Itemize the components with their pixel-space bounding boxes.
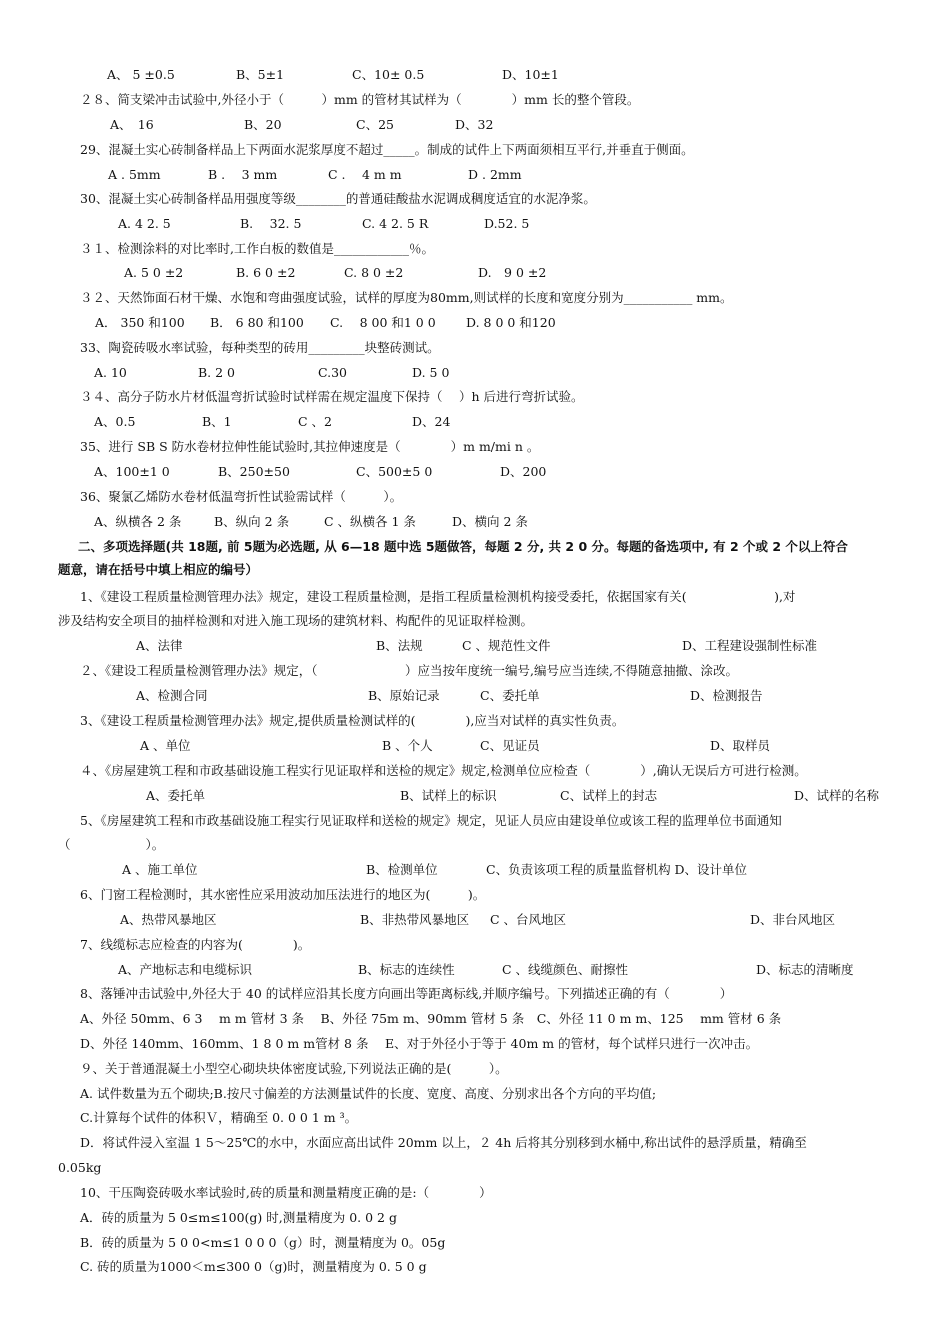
q30-option-c: C. 4 2. 5 R (362, 216, 429, 231)
q36-option-b: B、纵向 2 条 (214, 514, 290, 529)
m6-option-c: C 、台风地区 (490, 912, 567, 927)
m9-option-d-cont: 0.05kg (58, 1160, 102, 1175)
m5-question-cont: （ ）。 (58, 837, 165, 852)
m2-option-a: A、检测合同 (136, 688, 208, 703)
q35-option-b: B、250±50 (218, 464, 290, 479)
q36-option-c: C 、纵横各 1 条 (324, 514, 416, 529)
m8-question: 8、落锤冲击试验中,外径大于 40 的试样应沿其长度方向画出等距离标线,并顺序编号。下列描述正确的有（ ） (80, 986, 733, 1001)
q32-option-c: C. 8 00 和1 0 0 (330, 315, 436, 330)
m7-option-a: A、产地标志和电缆标识 (118, 962, 253, 977)
m9-option-c: C.计算每个试件的体积Ｖ，精确至 0. 0 0 1 m ³。 (80, 1110, 358, 1125)
q32-question: ３２、天然饰面石材干燥、水饱和弯曲强度试验，试样的厚度为80mm,则试样的长度和宽度分别为___________ mm。 (80, 290, 733, 305)
q34-option-a: A、0.5 (94, 414, 136, 429)
q29-option-c: C . 4 m m (328, 167, 402, 182)
q35-option-d: D、200 (500, 464, 547, 479)
m1-question: 1、《建设工程质量检测管理办法》规定，建设工程质量检测，是指工程质量检测机构接受委托，依据国家有关( ),对 (80, 589, 796, 604)
q28-option-d: D、32 (455, 117, 494, 132)
m5-option-a: A 、施工单位 (122, 862, 198, 877)
m10-option-a: A．砖的质量为 5 0≤m≤100(g) 时,测量精度为 0. 0 2 g (80, 1210, 397, 1225)
m4-question: ４、《房屋建筑工程和市政基础设施工程实行见证取样和送检的规定》规定,检测单位应检查（ ）,确认无误后方可进行检测。 (80, 763, 807, 778)
q30-option-d: D.52. 5 (484, 216, 530, 231)
q28-question: ２８、简支梁冲击试验中,外径小于（ ）mm 的管材其试样为（ ）mm 长的整个管段。 (80, 92, 640, 107)
q29-option-d: D . 2mm (468, 167, 522, 182)
m3-option-b: B 、个人 (382, 738, 433, 753)
m1-option-d: D、工程建设强制性标准 (682, 638, 818, 653)
m5-option-c: C、负责该项工程的质量监督机构 D、设计单位 (486, 862, 748, 877)
m1-option-a: A、法律 (136, 638, 183, 653)
q31-option-c: C. 8 0 ±2 (344, 265, 404, 280)
m1-option-b: B、法规 (376, 638, 423, 653)
m6-option-b: B、非热带风暴地区 (360, 912, 470, 927)
q29-option-b: B . 3 mm (208, 167, 278, 182)
q28-option-a: A、 16 (110, 117, 154, 132)
q33-option-a: A. 10 (94, 365, 127, 380)
q31-option-d: D. 9 0 ±2 (478, 265, 547, 280)
section-2-heading: 二、多项选择题(共 18题, 前 5题为必选题, 从 6—18 题中选 5题做答，每题 2 分, 共 2 0 分。每题的备选项中, 有 2 个或 2 个以上符合 (78, 539, 848, 554)
q30-question: 30、混凝土实心砖制备样品用强度等级________的普通硅酸盐水泥调成稠度适宜的水泥净浆。 (80, 191, 596, 206)
m7-option-b: B、标志的连续性 (358, 962, 455, 977)
q27-option-b: B、5±1 (236, 67, 285, 82)
m3-option-a: A 、单位 (140, 738, 191, 753)
q28-option-b: B、20 (244, 117, 282, 132)
q34-option-c: C 、2 (298, 414, 332, 429)
m6-option-a: A、热带风暴地区 (120, 912, 217, 927)
q32-option-a: A． 350 和100 (95, 315, 185, 330)
m7-question: 7、线缆标志应检查的内容为( )。 (80, 937, 311, 952)
m4-option-d: D、试样的名称 (794, 788, 880, 803)
q34-option-d: D、24 (412, 414, 451, 429)
m2-question: ２、《建设工程质量检测管理办法》规定，（ ）应当按年度统一编号,编号应当连续,不得随意抽撤、涂改。 (80, 663, 738, 678)
q36-option-a: A、纵横各 2 条 (94, 514, 182, 529)
q33-question: 33、陶瓷砖吸水率试验，每种类型的砖用_________块整砖测试。 (80, 340, 440, 355)
q27-option-d: D、10±1 (502, 67, 559, 82)
m3-option-d: D、取样员 (710, 738, 771, 753)
m9-question: ９、关于普通混凝土小型空心砌块块体密度试验,下列说法正确的是( ）。 (80, 1061, 508, 1076)
q31-question: ３１、检测涂料的对比率时,工作白板的数值是____________％。 (80, 241, 434, 256)
q29-option-a: A . 5mm (108, 167, 161, 182)
m10-question: 10、干压陶瓷砖吸水率试验时,砖的质量和测量精度正确的是:（ ） (80, 1185, 492, 1200)
q35-option-c: C、500±5 0 (356, 464, 433, 479)
q30-option-b: B. 32. 5 (240, 216, 302, 231)
m2-option-c: C、委托单 (480, 688, 540, 703)
q28-option-c: C、25 (356, 117, 394, 132)
q35-question: 35、进行 SB S 防水卷材拉伸性能试验时,其拉伸速度是（ ）m m/mi n 。 (80, 439, 540, 454)
m2-option-b: B、原始记录 (368, 688, 440, 703)
m10-option-c: C. 砖的质量为1000＜m≤300 0（g)时，测量精度为 0. 5 0 g (80, 1259, 427, 1274)
q29-question: 29、混凝土实心砖制备样品上下两面水泥浆厚度不超过_____。制成的试件上下两面须相互平行,并垂直于侧面。 (80, 142, 694, 157)
m7-option-c: C 、线缆颜色、耐擦性 (502, 962, 629, 977)
section-2-heading-cont: 题意，请在括号中填上相应的编号） (58, 562, 259, 577)
q34-question: ３４、高分子防水片材低温弯折试验时试样需在规定温度下保持（ ）h 后进行弯折试验。 (80, 389, 584, 404)
m6-option-d: D、非台风地区 (750, 912, 836, 927)
m7-option-d: D、标志的清晰度 (756, 962, 854, 977)
m5-question: 5、《房屋建筑工程和市政基础设施工程实行见证取样和送检的规定》规定，见证人员应由建设单位或该工程的监理单位书面通知 (80, 813, 782, 828)
m1-option-c: C 、规范性文件 (462, 638, 551, 653)
q31-option-b: B. 6 0 ±2 (236, 265, 296, 280)
m4-option-c: C、试样上的封志 (560, 788, 658, 803)
q33-option-b: B. 2 0 (198, 365, 236, 380)
q33-option-c: C.30 (318, 365, 347, 380)
m8-options-abc: A、外径 50mm、6 3 m m 管材 3 条 B、外径 75m m、90mm 管材 5 条 C、外径 11 0 m m、125 mm 管材 6 条 (80, 1011, 782, 1026)
m10-option-b: B．砖的质量为 5 0 0<m≤1 0 0 0（g）时，测量精度为 0。05g (80, 1235, 446, 1250)
q30-option-a: A. 4 2. 5 (118, 216, 171, 231)
q27-option-c: C、10± 0.5 (352, 67, 425, 82)
m5-option-b: B、检测单位 (366, 862, 438, 877)
q33-option-d: D. 5 0 (412, 365, 450, 380)
q32-option-d: D. 8 0 0 和120 (466, 315, 556, 330)
m4-option-a: A、委托单 (146, 788, 206, 803)
m9-option-d: D．将试件浸入室温 1 5～25℃的水中，水面应高出试件 20mm 以上，２ 4h 后将其分别移到水桶中,称出试件的悬浮质量，精确至 (80, 1135, 807, 1150)
m3-question: 3、《建设工程质量检测管理办法》规定,提供质量检测试样的( ),应当对试样的真实性负责。 (80, 713, 625, 728)
m6-question: 6、门窗工程检测时，其水密性应采用波动加压法进行的地区为( )。 (80, 887, 486, 902)
m3-option-c: C、见证员 (480, 738, 540, 753)
m9-option-ab: A. 试件数量为五个砌块;B.按尺寸偏差的方法测量试件的长度、宽度、高度、分别求出各个方向的平均值; (80, 1086, 657, 1101)
q35-option-a: A、100±1 0 (94, 464, 170, 479)
m2-option-d: D、检测报告 (690, 688, 763, 703)
q36-question: 36、聚氯乙烯防水卷材低温弯折性试验需试样（ ）。 (80, 489, 403, 504)
q32-option-b: B． 6 80 和100 (210, 315, 304, 330)
q34-option-b: B、1 (202, 414, 232, 429)
m8-options-de: D、外径 140mm、160mm、1 8 0 m m管材 8 条 E、对于外径小于等于 40m m 的管材，每个试样只进行一次冲击。 (80, 1036, 759, 1051)
q31-option-a: A. 5 0 ±2 (124, 265, 184, 280)
m1-question-cont: 涉及结构安全项目的抽样检测和对进入施工现场的建筑材料、构配件的见证取样检测。 (58, 613, 534, 628)
q27-option-a: A、 5 ±0.5 (107, 67, 175, 82)
m4-option-b: B、试样上的标识 (400, 788, 497, 803)
q36-option-d: D、横向 2 条 (452, 514, 528, 529)
